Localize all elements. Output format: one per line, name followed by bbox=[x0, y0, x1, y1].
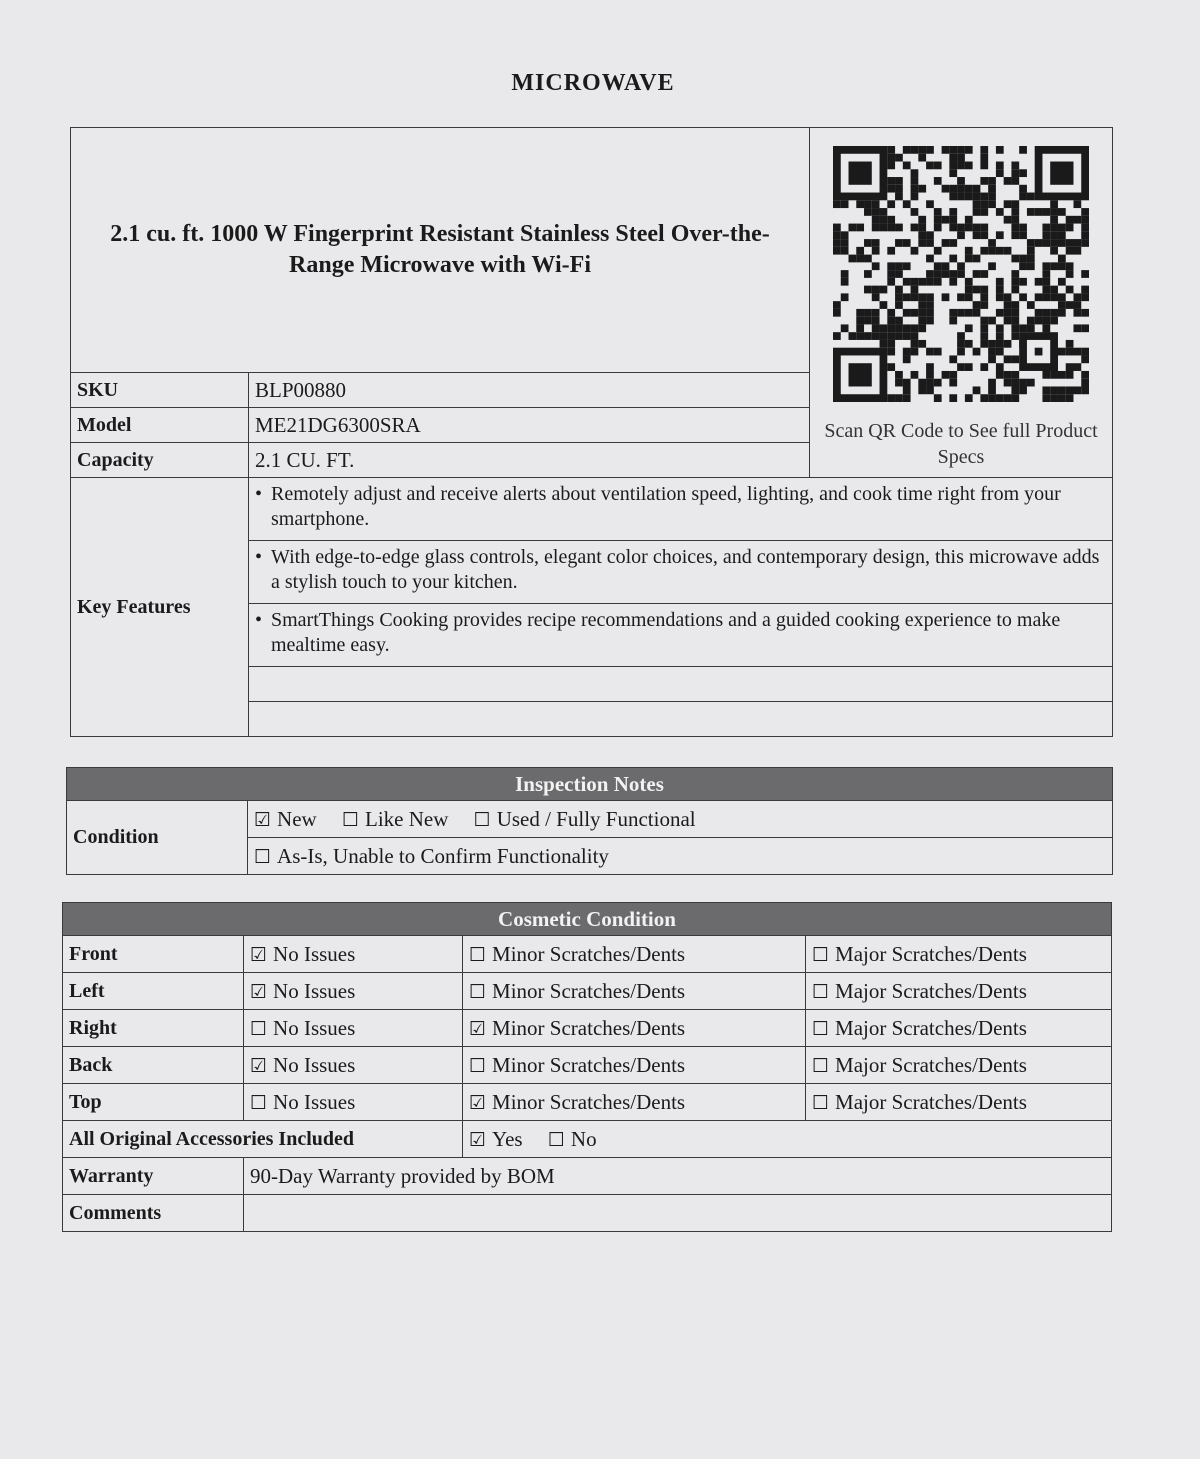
comments-field[interactable] bbox=[244, 1195, 1112, 1232]
inspection-header: Inspection Notes bbox=[67, 768, 1113, 801]
cosmetic-option[interactable] bbox=[806, 1084, 1112, 1121]
checkbox-icon: ☐ bbox=[812, 980, 830, 1003]
checkbox-icon: ☐ bbox=[254, 845, 272, 868]
cosmetic-option[interactable] bbox=[463, 1084, 806, 1121]
checkbox-icon: ☐ bbox=[473, 808, 491, 831]
condition-option-as-is[interactable]: ☐ As-Is, Unable to Confirm Functionality bbox=[254, 843, 609, 868]
condition-option-used[interactable]: ☐ Used / Fully Functional bbox=[473, 806, 696, 831]
cosmetic-option[interactable] bbox=[806, 973, 1112, 1010]
cosmetic-row bbox=[63, 1047, 1112, 1084]
product-name: 2.1 cu. ft. 1000 W Fingerprint Resistant Stainless Steel Over-the-Range Microwave with Wi-Fi bbox=[71, 128, 810, 373]
cosmetic-option-label: Major Scratches/Dents bbox=[835, 1089, 1027, 1114]
feature-text: With edge-to-edge glass controls, elegant color choices, and contemporary design, this microwave adds a stylish touch to your kitchen. bbox=[271, 546, 1100, 593]
sku-value: BLP00880 bbox=[249, 373, 810, 408]
checkbox-icon: ☐ bbox=[812, 1017, 830, 1040]
cosmetic-option-label: No Issues bbox=[273, 978, 356, 1003]
cosmetic-option-label: Major Scratches/Dents bbox=[835, 978, 1027, 1003]
checkbox-icon: ☐ bbox=[812, 943, 830, 966]
condition-options-row bbox=[248, 801, 1113, 838]
bullet-icon: • bbox=[255, 483, 263, 505]
qr-caption: Scan QR Code to See full Product Specs bbox=[824, 420, 1098, 468]
key-features-label: Key Features bbox=[71, 478, 249, 737]
condition-option-new[interactable]: ☑ New bbox=[254, 806, 317, 831]
accessories-options bbox=[463, 1121, 1112, 1158]
cosmetic-row-label: Back bbox=[63, 1047, 244, 1084]
checkbox-icon: ☑ bbox=[250, 980, 268, 1003]
comments-label: Comments bbox=[63, 1195, 244, 1232]
feature-item bbox=[249, 478, 1113, 541]
warranty-value: 90-Day Warranty provided by BOM bbox=[244, 1158, 1112, 1195]
feature-item bbox=[249, 541, 1113, 604]
qr-code bbox=[833, 146, 1089, 402]
checkbox-icon: ☑ bbox=[254, 808, 272, 831]
cosmetic-option[interactable] bbox=[806, 1010, 1112, 1047]
cosmetic-option[interactable] bbox=[244, 1047, 463, 1084]
cosmetic-option[interactable] bbox=[244, 1084, 463, 1121]
feature-text: SmartThings Cooking provides recipe recommendations and a guided cooking experience to make mealtime easy. bbox=[271, 609, 1061, 656]
checkbox-icon: ☑ bbox=[469, 1128, 487, 1151]
cosmetic-row-label: Right bbox=[63, 1010, 244, 1047]
checkbox-icon: ☑ bbox=[250, 943, 268, 966]
cosmetic-option[interactable] bbox=[463, 1047, 806, 1084]
cosmetic-option-label: Major Scratches/Dents bbox=[835, 941, 1027, 966]
bullet-icon: • bbox=[255, 546, 263, 568]
checkbox-icon: ☑ bbox=[469, 1017, 487, 1040]
cosmetic-option-label: Minor Scratches/Dents bbox=[492, 978, 686, 1003]
cosmetic-option-label: No Issues bbox=[273, 1015, 356, 1040]
bullet-icon: • bbox=[255, 609, 263, 631]
cosmetic-header: Cosmetic Condition bbox=[63, 903, 1112, 936]
cosmetic-option-label: Major Scratches/Dents bbox=[835, 1052, 1027, 1077]
cosmetic-option-label: Minor Scratches/Dents bbox=[492, 1089, 686, 1114]
cosmetic-row bbox=[63, 1010, 1112, 1047]
cosmetic-row bbox=[63, 973, 1112, 1010]
feature-text: Remotely adjust and receive alerts about ventilation speed, lighting, and cook time right from your smartphone. bbox=[271, 483, 1061, 530]
cosmetic-row bbox=[63, 936, 1112, 973]
cosmetic-option-label: Minor Scratches/Dents bbox=[492, 1015, 686, 1040]
cosmetic-row-label: Top bbox=[63, 1084, 244, 1121]
cosmetic-option-label: No Issues bbox=[273, 1089, 356, 1114]
cosmetic-option[interactable] bbox=[244, 973, 463, 1010]
condition-option-like-new[interactable]: ☐ Like New bbox=[341, 806, 449, 831]
cosmetic-option[interactable] bbox=[463, 1010, 806, 1047]
feature-item bbox=[249, 604, 1113, 667]
warranty-label: Warranty bbox=[63, 1158, 244, 1195]
checkbox-icon: ☐ bbox=[250, 1017, 268, 1040]
feature-empty-row bbox=[249, 667, 1113, 702]
cosmetic-option[interactable] bbox=[244, 936, 463, 973]
cosmetic-option-label: Minor Scratches/Dents bbox=[492, 941, 686, 966]
model-label: Model bbox=[71, 408, 249, 443]
inspection-table bbox=[66, 767, 1113, 875]
cosmetic-option[interactable] bbox=[463, 973, 806, 1010]
cosmetic-option[interactable] bbox=[806, 936, 1112, 973]
condition-options-row bbox=[248, 838, 1113, 875]
cosmetic-option[interactable] bbox=[244, 1010, 463, 1047]
product-table bbox=[70, 127, 1113, 737]
checkbox-icon: ☐ bbox=[812, 1091, 830, 1114]
condition-label: Condition bbox=[67, 801, 248, 875]
feature-empty-row bbox=[249, 702, 1113, 737]
checkbox-icon: ☐ bbox=[812, 1054, 830, 1077]
cosmetic-table bbox=[62, 902, 1112, 1232]
cosmetic-row-label: Front bbox=[63, 936, 244, 973]
checkbox-icon: ☐ bbox=[341, 808, 359, 831]
cosmetic-option-label: Minor Scratches/Dents bbox=[492, 1052, 686, 1077]
checkbox-icon: ☑ bbox=[469, 1091, 487, 1114]
cosmetic-option[interactable] bbox=[806, 1047, 1112, 1084]
cosmetic-option-label: No Issues bbox=[273, 1052, 356, 1077]
checkbox-icon: ☑ bbox=[250, 1054, 268, 1077]
checkbox-icon: ☐ bbox=[250, 1091, 268, 1114]
checkbox-icon: ☐ bbox=[469, 980, 487, 1003]
capacity-label: Capacity bbox=[71, 443, 249, 478]
accessories-yes[interactable]: ☑ Yes bbox=[469, 1126, 523, 1151]
qr-cell bbox=[810, 128, 1113, 478]
cosmetic-row bbox=[63, 1084, 1112, 1121]
sku-label: SKU bbox=[71, 373, 249, 408]
cosmetic-option-label: No Issues bbox=[273, 941, 356, 966]
checkbox-icon: ☐ bbox=[547, 1128, 565, 1151]
checkbox-icon: ☐ bbox=[469, 1054, 487, 1077]
cosmetic-option-label: Major Scratches/Dents bbox=[835, 1015, 1027, 1040]
capacity-value: 2.1 CU. FT. bbox=[249, 443, 810, 478]
accessories-label: All Original Accessories Included bbox=[63, 1121, 463, 1158]
page-title: MICROWAVE bbox=[511, 70, 675, 96]
accessories-no[interactable]: ☐ No bbox=[547, 1126, 597, 1151]
model-value: ME21DG6300SRA bbox=[249, 408, 810, 443]
checkbox-icon: ☐ bbox=[469, 943, 487, 966]
cosmetic-option[interactable] bbox=[463, 936, 806, 973]
cosmetic-row-label: Left bbox=[63, 973, 244, 1010]
